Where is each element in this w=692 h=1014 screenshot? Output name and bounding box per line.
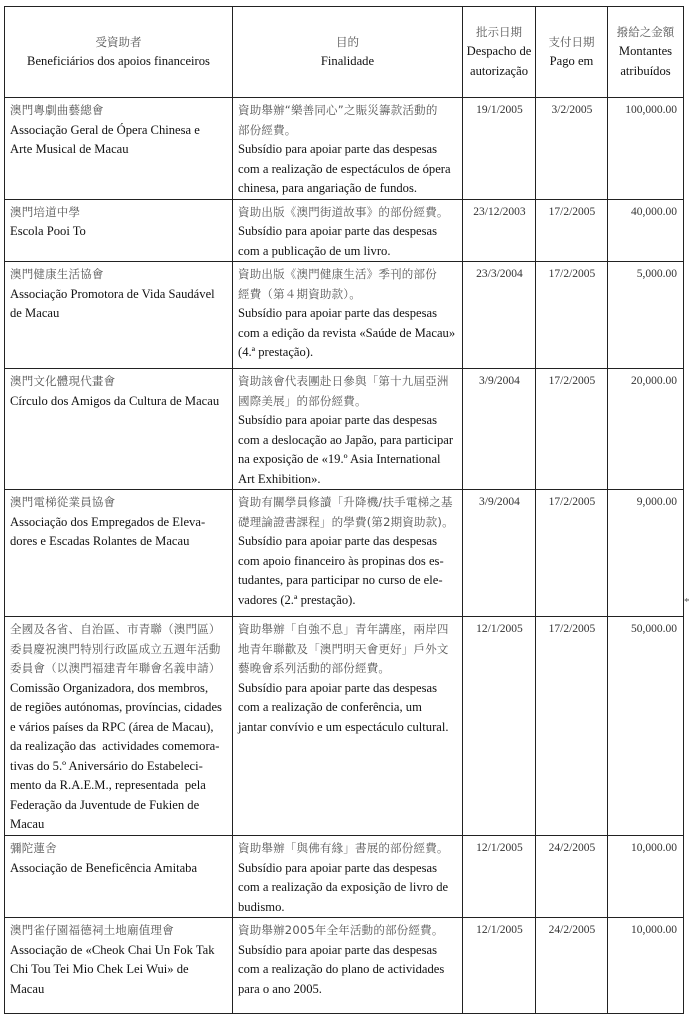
purpose-cell [233, 617, 463, 836]
table-row [5, 836, 684, 918]
beneficiary-zh: 彌陀蓮舍 [10, 841, 57, 855]
authorization-date: 3/9/2004 [463, 369, 536, 490]
purpose-pt: Subsídio para apoiar parte das despesas com a realização de espectáculos de ópera chinesa, para angariação de fundos. [238, 142, 451, 195]
header-amount-zh: 撥給之金額 [616, 24, 675, 39]
beneficiary-cell [5, 918, 233, 1014]
amount: 40,000.00 [608, 199, 684, 262]
purpose-zh: 資助出版《澳門街道故事》的部份經費。 [238, 204, 449, 219]
beneficiary-cell [5, 199, 233, 262]
payment-date: 17/2/2005 [536, 262, 608, 369]
authorization-date: 12/1/2005 [463, 836, 536, 918]
table-row [5, 262, 684, 369]
header-purpose-pt: Finalidade [320, 54, 375, 68]
purpose-pt: Subsídio para apoiar parte das despesas com apoio financeiro às propinas dos es- tudantes, para participar no curso de ele- vadores (2.ª prestação). [238, 534, 444, 607]
header-beneficiary-pt: Beneficiários dos apoios financeiros [27, 54, 210, 68]
amount: 9,000.00 [608, 490, 684, 617]
purpose-zh: 資助舉辦“樂善同心”之賑災籌款活動的 部份經費。 [238, 103, 438, 137]
purpose-zh: 資助出版《澳門健康生活》季刊的部份 經費（第４期資助款）。 [238, 267, 437, 301]
payment-date: 17/2/2005 [536, 369, 608, 490]
beneficiary-pt: Associação de «Cheok Chai Un Fok Tak Chi Tou Tei Mio Chek Lei Wui» de Macau [10, 942, 215, 996]
purpose-zh: 資助有關學員修讀「升降機/扶手電梯之基 礎理論證書課程」的學費(第2期資助款)。 [238, 495, 454, 529]
beneficiary-cell [5, 262, 233, 369]
beneficiary-pt: Associação Geral de Ópera Chinesa e Arte Musical de Macau [10, 122, 200, 156]
amount: 10,000.00 [608, 836, 684, 918]
header-beneficiary [5, 7, 233, 98]
authorization-date: 23/3/2004 [463, 262, 536, 369]
amount: 50,000.00 [608, 617, 684, 836]
beneficiary-cell [5, 490, 233, 617]
purpose-zh: 資助該會代表團赴日參與「第十九屆亞洲 國際美展」的部份經費。 [238, 374, 449, 408]
purpose-cell [233, 836, 463, 918]
header-paid-zh: 支付日期 [548, 34, 595, 49]
table-row [5, 617, 684, 836]
header-purpose [233, 7, 463, 98]
header-amount-pt: Montantes atribuídos [618, 44, 673, 78]
payment-date: 24/2/2005 [536, 918, 608, 1014]
amount: 10,000.00 [608, 918, 684, 1014]
beneficiary-pt: Comissão Organizadora, dos membros, de regiões autónomas, províncias, cidades e vários países da RPC (área de Macau), da realização das actividades comemora- tivas do 5.º Aniversário do Estabeleci- mento da R.A.E.M., representada pela Federação da Juventude de Fukien de Macau [10, 680, 222, 831]
header-authorization-pt: Despacho de autorização [466, 44, 532, 78]
beneficiary-pt: Associação dos Empregados de Eleva- dores e Escadas Rolantes de Macau [10, 514, 206, 548]
authorization-date: 23/12/2003 [463, 199, 536, 262]
beneficiary-zh: 澳門培道中學 [10, 204, 81, 219]
beneficiary-zh: 澳門雀仔園福德祠土地廟值理會 [10, 923, 174, 937]
amount: 100,000.00 [608, 98, 684, 200]
table-row [5, 369, 684, 490]
subsidy-table [4, 6, 684, 1014]
payment-date: 17/2/2005 [536, 199, 608, 262]
beneficiary-pt: Associação Promotora de Vida Saudável de Macau [10, 286, 215, 320]
beneficiary-cell [5, 836, 233, 918]
purpose-pt: Subsídio para apoiar parte das despesas com a edição da revista «Saúde de Macau» (4.ª prestação). [238, 306, 456, 359]
footnote-marker: * [684, 596, 690, 608]
amount: 5,000.00 [608, 262, 684, 369]
payment-date: 17/2/2005 [536, 617, 608, 836]
header-beneficiary-zh: 受資助者 [95, 34, 142, 49]
purpose-pt: Subsídio para apoiar parte das despesas com a realização do plano de actividades para o ano 2005. [238, 942, 445, 996]
beneficiary-zh: 全國及各省、自治區、市青聯（澳門區） 委員慶祝澳門特別行政區成立五週年活動 委員會（以澳門福建青年聯會名義申請） [10, 622, 221, 675]
beneficiary-cell [5, 617, 233, 836]
authorization-date: 19/1/2005 [463, 98, 536, 200]
beneficiary-pt: Escola Pooi To [10, 224, 86, 238]
payment-date: 3/2/2005 [536, 98, 608, 200]
purpose-cell [233, 199, 463, 262]
beneficiary-cell [5, 369, 233, 490]
header-purpose-zh: 目的 [336, 34, 359, 49]
beneficiary-pt: Associação de Beneficência Amitaba [10, 860, 198, 875]
amount: 20,000.00 [608, 369, 684, 490]
table-row [5, 918, 684, 1014]
header-paid [536, 7, 608, 98]
purpose-pt: Subsídio para apoiar parte das despesas com a deslocação ao Japão, para participar na exposição de «19.º Asia International Art Exhibition». [238, 413, 454, 486]
table-row [5, 98, 684, 200]
authorization-date: 12/1/2005 [463, 617, 536, 836]
purpose-pt: Subsídio para apoiar parte das despesas com a realização da exposição de livro de budismo. [238, 860, 449, 914]
beneficiary-zh: 澳門文化體現代畫會 [10, 374, 116, 388]
authorization-date: 12/1/2005 [463, 918, 536, 1014]
purpose-cell [233, 490, 463, 617]
purpose-cell [233, 262, 463, 369]
beneficiary-zh: 澳門電梯從業員協會 [10, 495, 116, 509]
table-row [5, 199, 684, 262]
purpose-zh: 資助舉辦2005年全年活動的部份經費。 [238, 923, 444, 937]
purpose-zh: 資助舉辦「自強不息」青年講座，兩岸四 地青年聯歡及「澳門明天會更好」戶外文 藝晚會系列活動的部份經費。 [238, 622, 449, 675]
beneficiary-cell [5, 98, 233, 200]
payment-date: 17/2/2005 [536, 490, 608, 617]
purpose-cell [233, 369, 463, 490]
header-paid-pt: Pago em [549, 54, 594, 68]
purpose-cell [233, 98, 463, 200]
purpose-pt: Subsídio para apoiar parte das despesas com a publicação de um livro. [238, 224, 437, 258]
header-authorization [463, 7, 536, 98]
beneficiary-zh: 澳門粵劇曲藝總會 [10, 103, 104, 117]
payment-date: 24/2/2005 [536, 836, 608, 918]
beneficiary-pt: Círculo dos Amigos da Cultura de Macau [10, 393, 220, 408]
header-amount [608, 7, 684, 98]
header-row [5, 7, 684, 98]
authorization-date: 3/9/2004 [463, 490, 536, 617]
purpose-pt: Subsídio para apoiar parte das despesas com a realização de conferência, um jantar convívio e um espectáculo cultural. [238, 680, 449, 734]
header-authorization-zh: 批示日期 [476, 24, 522, 39]
purpose-zh: 資助舉辦「與佛有緣」書展的部份經費。 [238, 841, 449, 855]
beneficiary-zh: 澳門健康生活協會 [10, 267, 104, 281]
table-row [5, 490, 684, 617]
purpose-cell [233, 918, 463, 1014]
